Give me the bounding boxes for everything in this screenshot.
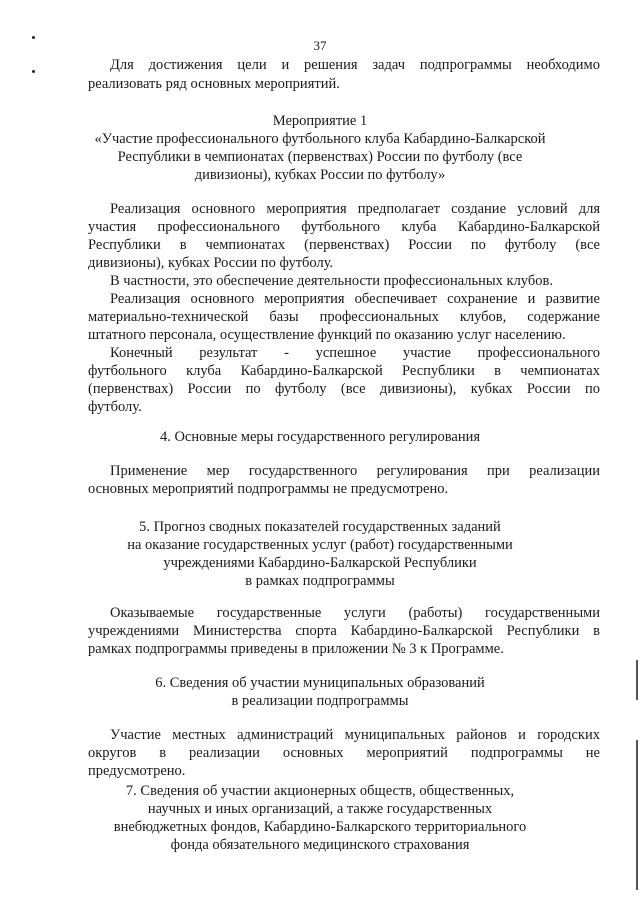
- section5-heading-line: на оказание государственных услуг (работ) государственными: [127, 537, 513, 553]
- section5-body-line: Оказываемые государственные услуги (работы) государственными: [110, 605, 600, 621]
- measure1-title-line: дивизионы), кубках России по футболу»: [194, 167, 446, 183]
- section4-body-line: основных мероприятий подпрограммы не предусмотрено.: [88, 481, 449, 497]
- section7-heading-line: 7. Сведения об участии акционерных обществ, общественных,: [125, 783, 515, 799]
- section5-heading-line: 5. Прогноз сводных показателей государственных заданий: [139, 519, 501, 535]
- intro-line: Для достижения цели и решения задач подпрограммы необходимо: [110, 57, 600, 73]
- section5-body-line: рамках подпрограммы приведены в приложении № 3 к Программе.: [88, 641, 504, 657]
- measure1-title-line: «Участие профессионального футбольного клуба Кабардино-Балкарской: [94, 131, 546, 147]
- measure1-body-line: штатного персонала, осуществление функций по оказанию услуг населению.: [88, 327, 566, 343]
- page-number: 37: [313, 38, 327, 53]
- section5-body-line: учреждениями Министерства спорта Кабардино-Балкарской Республики в: [88, 623, 600, 639]
- section7-heading-line: внебюджетных фондов, Кабардино-Балкарского территориального: [113, 819, 527, 835]
- section6-body-line: Участие местных администраций муниципальных районов и городских: [110, 727, 600, 743]
- measure1-body-line: материально-технической базы профессиональных клубов, содержание: [88, 309, 600, 325]
- measure1-body-line: Республики в чемпионатах (первенствах) России по футболу (все: [88, 237, 600, 253]
- measure1-body-line: футболу.: [88, 399, 142, 415]
- measure1-body-line: (первенствах) России по футболу (все дивизионы), кубках России по: [88, 381, 600, 397]
- measure1-body-line: дивизионы), кубках России по футболу.: [88, 255, 334, 271]
- section6-body-line: округов в реализации основных мероприятий подпрограммы не: [88, 745, 600, 761]
- measure1-body-line: Конечный результат - успешное участие профессионального: [110, 345, 600, 361]
- measure1-body-line: Реализация основного мероприятия обеспечивает сохранение и развитие: [110, 291, 600, 307]
- measure1-body-line: участия профессионального футбольного клуба Кабардино-Балкарской: [88, 219, 600, 235]
- scan-speck: [32, 70, 35, 73]
- section6-heading-line: 6. Сведения об участии муниципальных образований: [155, 675, 485, 691]
- section4-heading: 4. Основные меры государственного регулирования: [159, 429, 481, 445]
- measure1-body-line: В частности, это обеспечение деятельности профессиональных клубов.: [110, 273, 553, 289]
- measure1-title-line: Республики в чемпионатах (первенствах) России по футболу (все: [117, 149, 523, 165]
- measure1-body-line: Реализация основного мероприятия предполагает создание условий для: [110, 201, 600, 217]
- measure1-body-line: футбольного клуба Кабардино-Балкарской Республики в чемпионатах: [88, 363, 600, 379]
- section4-body-line: Применение мер государственного регулирования при реализации: [110, 463, 600, 479]
- section7-heading-line: фонда обязательного медицинского страхования: [170, 837, 470, 853]
- section7-heading-line: научных и иных организаций, а также государственных: [147, 801, 493, 817]
- section6-body-line: предусмотрено.: [88, 763, 186, 779]
- section6-heading-line: в реализации подпрограммы: [231, 693, 409, 709]
- section5-heading-line: в рамках подпрограммы: [245, 573, 395, 589]
- measure1-title: Мероприятие 1: [272, 113, 368, 129]
- intro-line: реализовать ряд основных мероприятий.: [88, 76, 340, 92]
- section5-heading-line: учреждениями Кабардино-Балкарской Республики: [163, 555, 477, 571]
